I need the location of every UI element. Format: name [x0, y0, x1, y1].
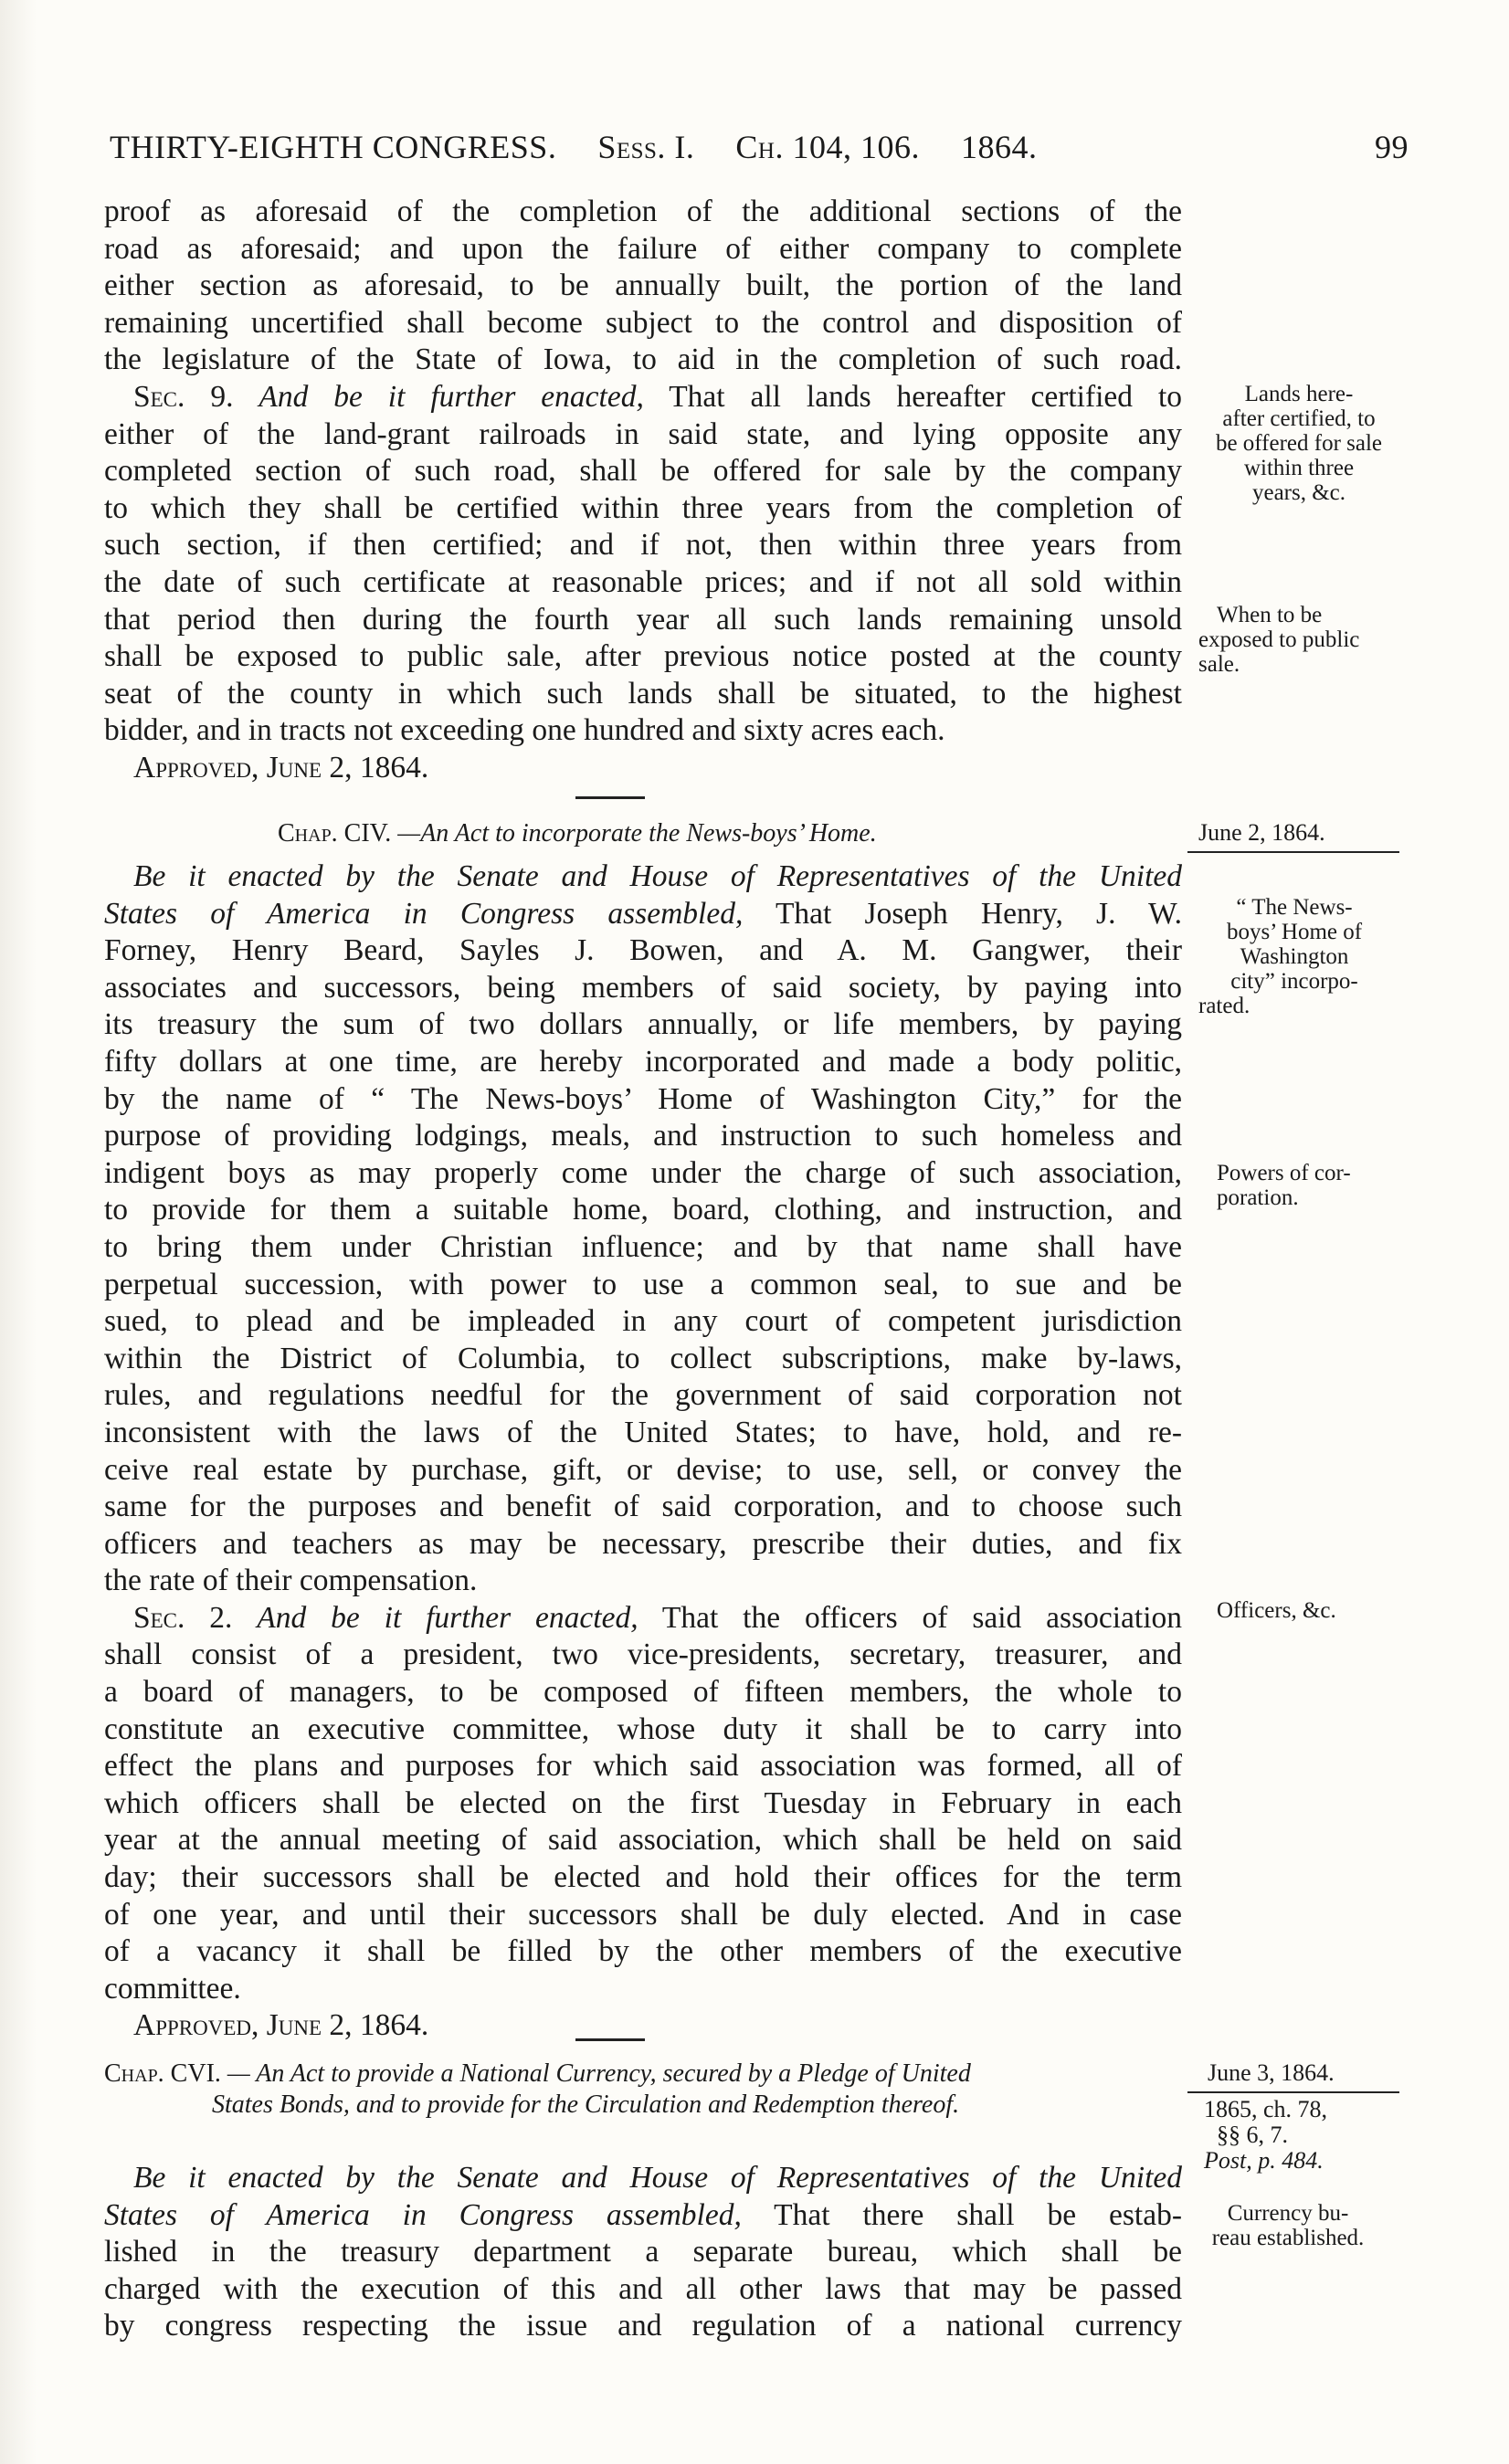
text-line: the rate of their compensation.	[104, 1564, 478, 1598]
margin-note-officers	[1217, 1598, 1418, 1623]
enacting-text: Be it enacted by the Senate and House of Representatives of the United	[133, 859, 1182, 893]
margin-note-when	[1198, 603, 1399, 677]
text-line: proof as aforesaid of the completion of the additional sections of the	[104, 195, 1182, 228]
chapter-title: States Bonds, and to provide for the Circulation and Redemption thereof.	[212, 2090, 960, 2119]
text-line: same for the purposes and benefit of said corporation, and to choose such	[104, 1490, 1182, 1524]
text-fragment: That all lands hereafter certified to	[669, 380, 1182, 414]
margin-note-lands	[1198, 382, 1399, 505]
chapter-106-body	[104, 2160, 1182, 2345]
text-line: indigent boys as may properly come under the charge of such association,	[104, 1155, 1182, 1190]
text-line: its treasury the sum of two dollars annually, or life members, by paying	[104, 1007, 1182, 1042]
margin-line: boys’ Home of	[1226, 920, 1363, 944]
text-line: road as aforesaid; and upon the failure of either company to complete	[104, 231, 1182, 266]
text-line: ceive real estate by purchase, gift, or devise; to use, sell, or convey the	[104, 1452, 1182, 1487]
date-rule	[1187, 851, 1399, 853]
margin-line: after certified, to	[1222, 406, 1376, 431]
margin-note-reference	[1204, 2097, 1405, 2174]
text-line: such section, if then certified; and if not, then within three years from	[104, 528, 1182, 563]
chapter-106-heading	[104, 2059, 1182, 2121]
text-line: the legislature of the State of Iowa, to aid in the completion of such road.	[104, 342, 1182, 377]
margin-line: 1865, ch. 78,	[1204, 2096, 1328, 2122]
text-line: bidder, and in tracts not exceeding one hundred and sixty acres each.	[104, 713, 945, 748]
text-fragment: That there shall be estab-	[774, 2197, 1182, 2232]
text-line: to which they shall be certified within three years from the completion of	[104, 490, 1182, 525]
margin-line: “ The News-	[1236, 895, 1353, 920]
header-year: 1864.	[961, 129, 1038, 165]
chapter-104-heading	[104, 816, 1182, 853]
text-line: charged with the execution of this and all other laws that may be passed	[104, 2271, 1182, 2306]
margin-line: §§ 6, 7.	[1217, 2122, 1288, 2148]
text-line: fifty dollars at one time, are hereby incorporated and made a body politic,	[104, 1044, 1182, 1079]
section-label: Sec. 2.	[133, 1600, 233, 1635]
text-line: rules, and regulations needful for the government of said corporation not	[104, 1378, 1182, 1413]
chapter-title: —An Act to incorporate the News-boys’ Home.	[397, 819, 877, 848]
text-line: by the name of “ The News-boys’ Home of Washington City,” for the	[104, 1081, 1182, 1116]
text-line: officers and teachers as may be necessary, prescribe their duties, and fix	[104, 1526, 1182, 1561]
divider	[575, 796, 645, 799]
page-edge-shadow	[0, 0, 37, 2464]
text-line: sued, to plead and be impleaded in any court of competent jurisdiction	[104, 1304, 1182, 1339]
enacting-line	[104, 858, 1182, 896]
text-line: Forney, Henry Beard, Sayles J. Bowen, and A. M. Gangwer, their	[104, 933, 1182, 968]
margin-line: within three	[1243, 456, 1355, 480]
enacting-text: States of America in Congress assembled,	[104, 896, 744, 931]
enacting-text: States of America in Congress assembled,	[104, 2197, 742, 2232]
enacting-line	[104, 2160, 1182, 2197]
enacting-clause: And be it further enacted,	[259, 380, 644, 414]
text-line: committee.	[104, 1971, 241, 2006]
text-line: seat of the county in which such lands shall be situated, to the highest	[104, 676, 1182, 711]
text-line: purpose of providing lodgings, meals, and instruction to such homeless and	[104, 1119, 1182, 1153]
text-line: shall be exposed to public sale, after previous notice posted at the county	[104, 639, 1182, 674]
header-session: Sess. I.	[597, 129, 695, 165]
text-line: associates and successors, being members of said society, by paying into	[104, 970, 1182, 1005]
margin-line: rated.	[1198, 994, 1250, 1018]
text-line: effect the plans and purposes for which said association was formed, all of	[104, 1749, 1182, 1784]
margin-line: city” incorpo-	[1230, 969, 1358, 994]
enacting-line	[104, 896, 1182, 933]
margin-line: reau established.	[1211, 2226, 1365, 2250]
chapter-title-line	[104, 816, 1182, 853]
header-chapter: Ch. 104, 106.	[735, 129, 920, 165]
text-line: either section as aforesaid, to be annually built, the portion of the land	[104, 269, 1182, 303]
text-line: a board of managers, to be composed of fifteen members, the whole to	[104, 1675, 1182, 1710]
chapter-title-line	[104, 2090, 1182, 2121]
text-line: day; their successors shall be elected and hold their offices for the term	[104, 1860, 1182, 1895]
header-title: THIRTY-EIGHTH CONGRESS.	[110, 129, 557, 165]
chapter-title-line	[104, 2059, 1182, 2090]
margin-line: be offered for sale	[1215, 431, 1383, 456]
chapter-label: Chap. CVI.	[104, 2059, 221, 2088]
text-line: inconsistent with the laws of the United States; to have, hold, and re-	[104, 1415, 1182, 1449]
margin-line: Lands here-	[1244, 382, 1354, 406]
divider	[575, 2038, 645, 2041]
text-line: of one year, and until their successors shall be duly elected. And in case	[104, 1897, 1182, 1932]
enacting-text: Be it enacted by the Senate and House of Representatives of the United	[133, 2161, 1182, 2195]
text-line: to bring them under Christian influence; and by that name shall have	[104, 1229, 1182, 1264]
text-line: constitute an executive committee, whose duty it shall be to carry into	[104, 1711, 1182, 1746]
section-9	[104, 379, 1182, 787]
section-label: Sec. 9.	[133, 380, 234, 414]
margin-note-powers	[1217, 1161, 1418, 1210]
margin-line: sale.	[1198, 652, 1240, 677]
chapter-104-date	[1198, 820, 1399, 845]
section-2-first-line	[104, 1600, 1182, 1637]
text-line: of a vacancy it shall be filled by the other members of the executive	[104, 1934, 1182, 1969]
margin-line: Washington	[1240, 944, 1349, 969]
chapter-104-body	[104, 858, 1182, 2045]
section-9-first-line	[104, 379, 1182, 416]
text-line: remaining uncertified shall become subject to the control and disposition of	[104, 305, 1182, 340]
page-number: 99	[1375, 129, 1409, 165]
chapter-title: — An Act to provide a National Currency, secured by a Pledge of United	[227, 2059, 971, 2088]
enacting-line	[104, 2197, 1182, 2235]
text-line: the date of such certificate at reasonable prices; and if not all sold within	[104, 564, 1182, 599]
date-label: June 3, 1864.	[1208, 2059, 1335, 2086]
margin-line: Officers, &c.	[1217, 1598, 1336, 1623]
text-line: completed section of such road, shall be offered for sale by the company	[104, 454, 1182, 489]
chapter-label: Chap. CIV.	[278, 819, 392, 848]
enacting-clause: And be it further enacted,	[257, 1600, 638, 1635]
text-line: within the District of Columbia, to collect subscriptions, make by-laws,	[104, 1341, 1182, 1375]
text-line: either of the land-grant railroads in said state, and lying opposite any	[104, 416, 1182, 451]
text-line: that period then during the fourth year all such lands remaining unsold	[104, 602, 1182, 637]
text-line: by congress respecting the issue and regulation of a national currency	[104, 2309, 1182, 2343]
continuation-paragraph	[104, 194, 1182, 379]
chapter-106-date	[1208, 2060, 1409, 2086]
text-line: shall consist of a president, two vice-presidents, secretary, treasurer, and	[104, 1637, 1182, 1672]
date-label: June 2, 1864.	[1198, 819, 1325, 846]
approved-line: Approved, June 2, 1864.	[133, 2008, 429, 2043]
margin-note-currency	[1178, 2201, 1398, 2250]
text-line: lished in the treasury department a separate bureau, which shall be	[104, 2235, 1182, 2269]
margin-line: Powers of cor-	[1217, 1161, 1351, 1185]
running-header	[110, 128, 1409, 166]
text-line: which officers shall be elected on the first Tuesday in February in each	[104, 1785, 1182, 1820]
text-line: to provide for them a suitable home, board, clothing, and instruction, and	[104, 1193, 1182, 1227]
margin-line: Currency bu-	[1227, 2201, 1349, 2226]
date-rule	[1187, 2091, 1399, 2093]
text-line: year at the annual meeting of said association, which shall be held on said	[104, 1823, 1182, 1858]
text-fragment: That the officers of said association	[661, 1600, 1182, 1635]
margin-line: years, &c.	[1251, 480, 1346, 505]
approved-line: Approved, June 2, 1864.	[133, 750, 429, 784]
margin-line: poration.	[1217, 1185, 1299, 1210]
text-line: perpetual succession, with power to use a common seal, to sue and be	[104, 1267, 1182, 1301]
text-fragment: That Joseph Henry, J. W.	[775, 896, 1182, 931]
margin-line: Post, p. 484.	[1204, 2147, 1324, 2174]
margin-note-newsboys	[1198, 895, 1390, 1018]
margin-line: exposed to public	[1198, 627, 1360, 652]
margin-line: When to be	[1217, 603, 1323, 627]
